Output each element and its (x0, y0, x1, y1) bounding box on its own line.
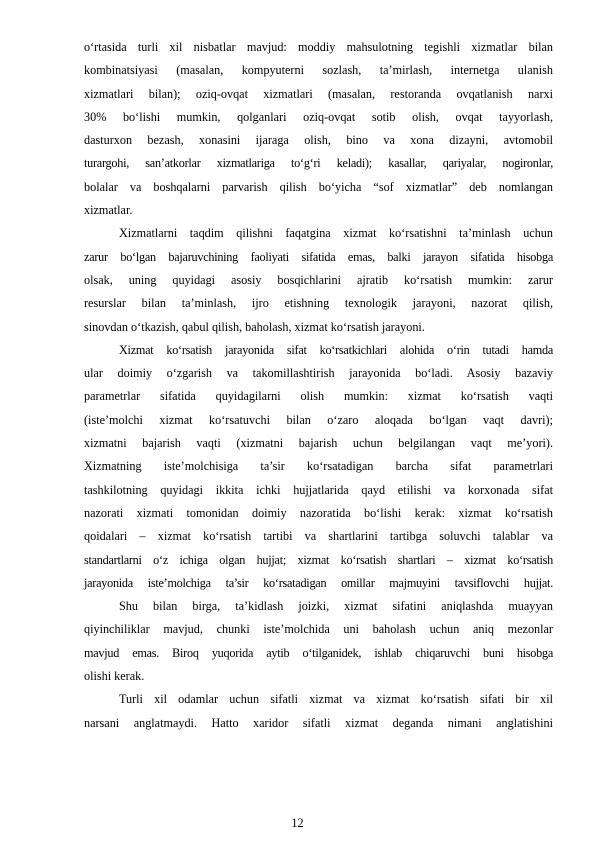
text-line: xizmatlar. (84, 203, 133, 218)
text-line: 30% bo‘lishi mumkin, qolganlari oziq-ovqat sotib olish, ovqat tayyorlash, (84, 109, 553, 124)
text-line: zarur bo‘lgan bajaruvchining faoliyati sifatida emas, balki jarayon sifatida hisobga (84, 249, 553, 264)
text-line: xizmatni bajarish vaqti (xizmatni bajarish uchun belgilangan vaqt me’yori). (84, 436, 553, 451)
text-line: tashkilotning quyidagi ikkita ichki hujjatlarida qayd etilishi va korxonada sifat (84, 482, 553, 497)
text-line: narsani anglatmaydi. Hatto xaridor sifatli xizmat deganda nimani anglatishini (84, 715, 553, 730)
text-line: jarayonida iste’molchiga ta’sir ko‘rsatadigan omillar majmuyini tavsiflovchi hujjat. (84, 575, 553, 590)
text-line: Xizmatning iste’molchisiga ta’sir ko‘rsatadigan barcha sifat parametrlari (84, 459, 553, 474)
text-line: xizmatlari bilan); oziq-ovqat xizmatlari (masalan, restoranda ovqatlanish narxi (84, 86, 553, 101)
text-line: olsak, uning quyidagi asosiy bosqichlarini ajratib ko‘rsatish mumkin: zarur (84, 272, 553, 287)
text-line: qoidalari – xizmat ko‘rsatish tartibi va shartlarini tartibga soluvchi talablar va (84, 529, 553, 544)
text-line: mavjud emas. Biroq yuqorida aytib o‘tilganidek, ishlab chiqaruvchi buni hisobga (84, 645, 553, 660)
text-line: Turli xil odamlar uchun sifatli xizmat va xizmat ko‘rsatish sifati bir xil (119, 692, 553, 707)
text-line: (iste’molchi xizmat ko‘rsatuvchi bilan o‘zaro aloqada bo‘lgan vaqt davri); (84, 412, 553, 427)
paragraph (84, 595, 553, 688)
text-line: Xizmatlarni taqdim qilishni faqatgina xizmat ko‘rsatishni ta’minlash uchun (119, 226, 553, 241)
paragraph (84, 222, 553, 338)
text-line: kombinatsiyasi (masalan, kompyuterni sozlash, ta’mirlash, internetga ulanish (84, 63, 553, 78)
text-line: dasturxon bezash, xonasini ijaraga olish, bino va xona dizayni, avtomobil (84, 133, 553, 148)
text-line: nazorati xizmati tomonidan doimiy nazoratida bo‘lishi kerak: xizmat ko‘rsatish (84, 505, 553, 520)
document-page (84, 36, 553, 735)
paragraph (84, 688, 553, 735)
text-line: standartlarni o‘z ichiga olgan hujjat; xizmat ko‘rsatish shartlari – xizmat ko‘rsatish (84, 552, 553, 567)
text-line: qiyinchiliklar mavjud, chunki iste’molchida uni baholash uchun aniq mezonlar (84, 622, 553, 637)
text-line: bolalar va boshqalarni parvarish qilish bo‘yicha “sof xizmatlar” deb nomlangan (84, 179, 553, 194)
text-line: resurslar bilan ta’minlash, ijro etishning texnologik jarayoni, nazorat qilish, (84, 296, 553, 311)
text-line: Shu bilan birga, ta’kidlash joizki, xizmat sifatini aniqlashda muayyan (119, 599, 553, 614)
paragraph (84, 339, 553, 595)
page-number: 12 (291, 816, 304, 830)
text-line: parametrlar sifatida quyidagilarni olish mumkin: xizmat ko‘rsatish vaqti (84, 389, 553, 404)
text-line: olishi kerak. (84, 669, 145, 684)
paragraph (84, 36, 553, 222)
text-line: o‘rtasida turli xil nisbatlar mavjud: moddiy mahsulotning tegishli xizmatlar bilan (84, 40, 553, 54)
text-line: sinovdan o‘tkazish, qabul qilish, baholash, xizmat ko‘rsatish jarayoni. (84, 319, 425, 334)
text-line: turargohi, san’atkorlar xizmatlariga to‘g‘ri keladi); kasallar, qariyalar, nogironlar, (84, 156, 553, 171)
text-line: Xizmat ko‘rsatish jarayonida sifat ko‘rsatkichlari alohida o‘rin tutadi hamda (119, 342, 553, 357)
text-line: ular doimiy o‘zgarish va takomillashtirish jarayonida bo‘ladi. Asosiy bazaviy (84, 366, 553, 381)
